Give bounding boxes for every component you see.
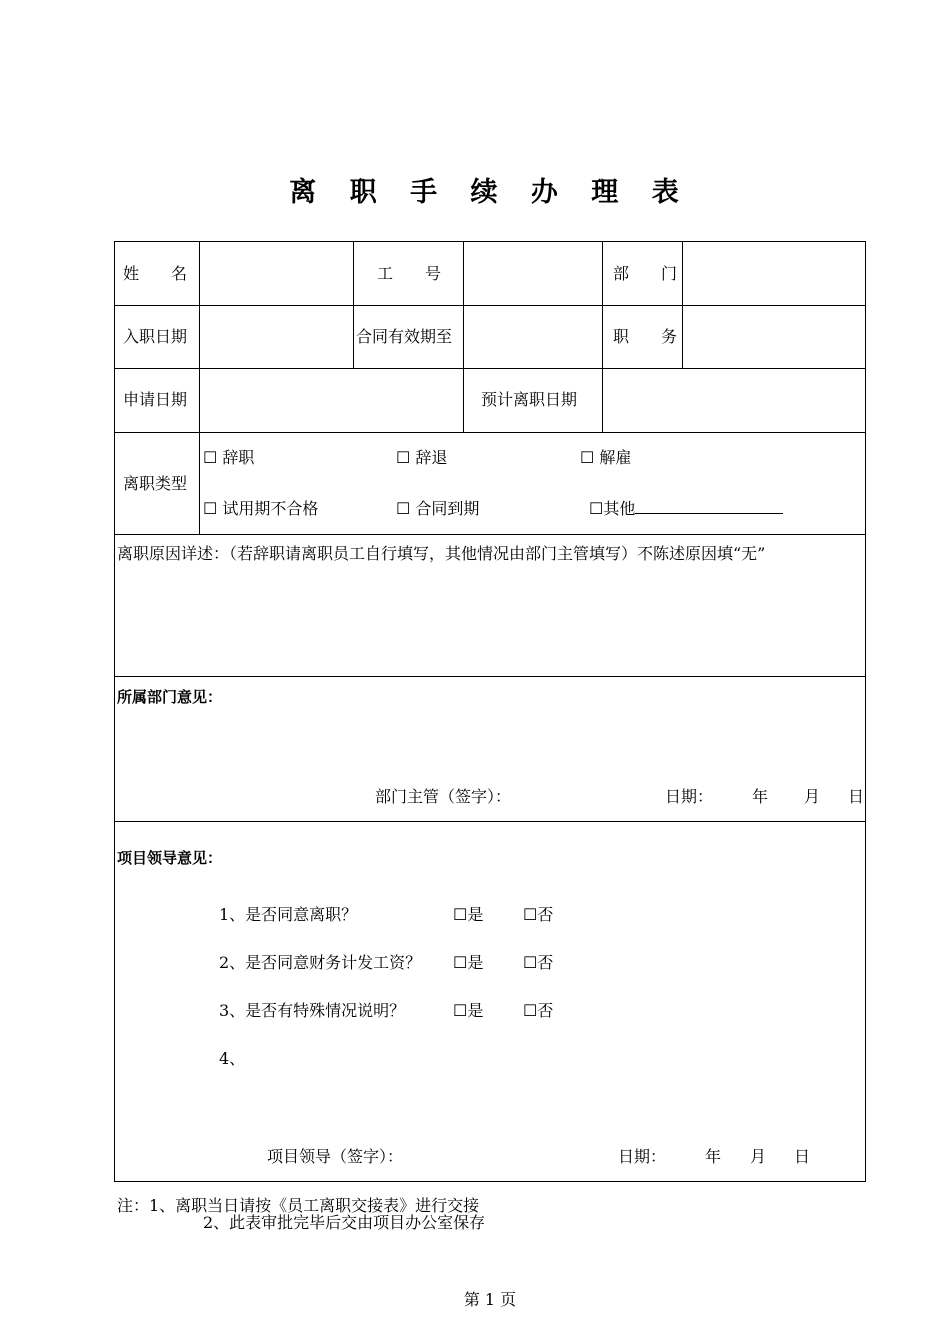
q2-yes-checkbox[interactable]: ☐是	[453, 953, 484, 972]
department-opinion-field[interactable]	[117, 712, 862, 782]
leader-date-year: 年	[705, 1147, 722, 1166]
contract-expiry-label: 合同有效期至	[356, 327, 453, 346]
department-label: 部 门	[613, 264, 678, 283]
contract-expiry-field[interactable]	[465, 307, 600, 365]
apply-date-field[interactable]	[201, 370, 461, 430]
question-four-field[interactable]	[245, 1042, 845, 1102]
department-opinion-label: 所属部门意见：	[117, 688, 223, 706]
leader-date-day: 日	[794, 1147, 811, 1166]
reason-label: 离职原因详述：（若辞职请离职员工自行填写，其他情况由部门主管填写）不陈述原因填“无”	[117, 544, 766, 563]
department-date-year: 年	[752, 787, 769, 806]
q1-no-checkbox[interactable]: ☐否	[523, 905, 554, 924]
q3-no-checkbox[interactable]: ☐否	[523, 1001, 554, 1020]
entry-date-field[interactable]	[201, 307, 351, 365]
resignation-form	[114, 241, 866, 1182]
question-agree-salary: 2、是否同意财务计发工资？	[219, 953, 422, 972]
employee-number-field[interactable]	[465, 244, 600, 302]
leave-type-other-label: ☐其他	[589, 499, 636, 518]
leave-type-label: 离职类型	[123, 474, 188, 493]
question-four: 4、	[219, 1049, 246, 1068]
leave-type-other-input[interactable]	[635, 499, 783, 514]
department-manager-signature: 部门主管（签字）：	[375, 787, 512, 806]
note-1: 注：1、离职当日请按《员工离职交接表》进行交接	[117, 1196, 480, 1215]
department-field[interactable]	[684, 244, 862, 302]
leader-date-month: 月	[750, 1147, 767, 1166]
note-2: 2、此表审批完毕后交由项目办公室保存	[203, 1213, 486, 1232]
employee-number-label: 工 号	[377, 264, 442, 283]
q3-yes-checkbox[interactable]: ☐是	[453, 1001, 484, 1020]
expected-leave-date-label: 预计离职日期	[481, 390, 578, 409]
leave-type-other-checkbox[interactable]	[589, 499, 783, 519]
leave-type-contract-expired-checkbox[interactable]: ☐ 合同到期	[396, 499, 480, 518]
leader-date-label: 日期：	[618, 1147, 667, 1166]
page-number: 第 1 页	[463, 1290, 517, 1309]
position-field[interactable]	[684, 307, 862, 365]
apply-date-label: 申请日期	[123, 390, 188, 409]
q1-yes-checkbox[interactable]: ☐是	[453, 905, 484, 924]
leave-type-dismissed-checkbox[interactable]: ☐ 辞退	[396, 448, 448, 467]
expected-leave-date-field[interactable]	[604, 370, 862, 430]
name-field[interactable]	[201, 244, 351, 302]
department-date-month: 月	[804, 787, 821, 806]
q2-no-checkbox[interactable]: ☐否	[523, 953, 554, 972]
question-special-situation: 3、是否有特殊情况说明？	[219, 1001, 406, 1020]
leader-signature: 项目领导（签字）：	[267, 1147, 404, 1166]
leave-type-probation-checkbox[interactable]: ☐ 试用期不合格	[203, 499, 319, 518]
department-date-label: 日期：	[665, 787, 714, 806]
position-label: 职 务	[613, 327, 678, 346]
leader-opinion-label: 项目领导意见：	[117, 849, 223, 867]
name-label: 姓 名	[123, 264, 188, 283]
leave-type-fired-checkbox[interactable]: ☐ 解雇	[580, 448, 632, 467]
reason-field[interactable]	[117, 567, 862, 672]
question-agree-leave: 1、是否同意离职？	[219, 905, 358, 924]
department-date-day: 日	[848, 787, 865, 806]
entry-date-label: 入职日期	[123, 327, 188, 346]
leave-type-resign-checkbox[interactable]: ☐ 辞职	[203, 448, 255, 467]
page-title: 离 职 手 续 办 理 表	[289, 177, 691, 208]
